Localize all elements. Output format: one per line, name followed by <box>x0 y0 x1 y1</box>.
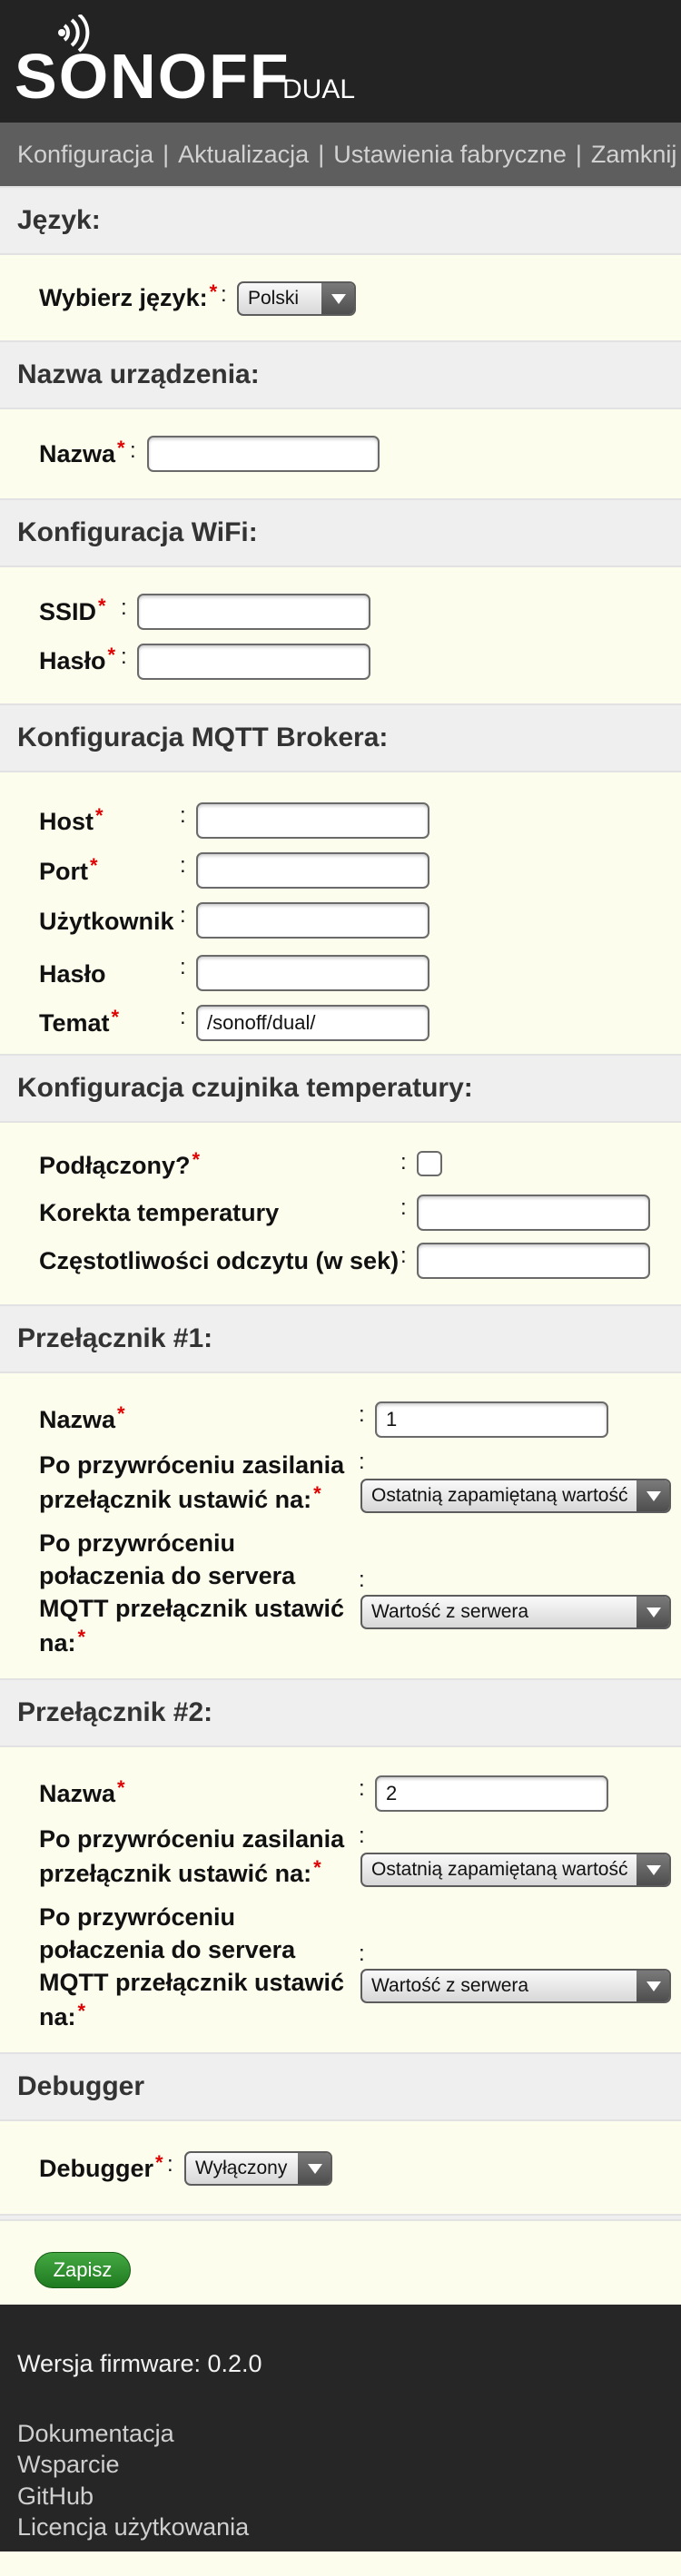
section-device: Nazwa* : <box>0 409 681 498</box>
mqtt-port-label: Port* <box>39 854 98 885</box>
ssid-input[interactable] <box>137 594 370 630</box>
section-title-temperature: Konfiguracja czujnika temperatury: <box>0 1054 681 1123</box>
section-title-switch1: Przełącznik #1: <box>0 1304 681 1373</box>
chevron-down-icon <box>321 283 354 314</box>
footer-link-github[interactable]: GitHub <box>17 2483 94 2510</box>
chevron-down-icon <box>637 1597 669 1627</box>
nav-konfiguracja[interactable]: Konfiguracja <box>17 140 154 168</box>
section-title-wifi: Konfiguracja WiFi: <box>0 498 681 567</box>
section-debugger: Debugger* : Wyłączony <box>0 2121 681 2214</box>
chevron-down-icon <box>637 1480 669 1511</box>
switch2-name-label: Nazwa* <box>39 1776 125 1807</box>
switch2-power-select[interactable]: Ostatnią zapamiętaną wartość <box>360 1853 671 1887</box>
mqtt-port-input[interactable] <box>196 852 429 889</box>
switch2-mqtt-label-1: Po przywróceniu <box>39 1903 236 1931</box>
chevron-down-icon <box>637 1854 669 1885</box>
nav-separator: | <box>318 140 325 168</box>
section-title-device: Nazwa urządzenia: <box>0 340 681 409</box>
header <box>0 0 681 123</box>
section-switch1: Nazwa* : 1 Po przywróceniu zasilania przełącznik ustawić na:* : Ostatnią zapamiętaną wartość Po przywróceniu połaczenia do servera MQTT przełącznik ustawić na:* : Wartość z serwera <box>0 1373 681 1678</box>
nav-ustawienia-fabryczne[interactable]: Ustawienia fabryczne <box>333 140 567 168</box>
firmware-version: Wersja firmware: 0.2.0 <box>17 2350 262 2377</box>
wifi-password-label: Hasło* <box>39 644 116 674</box>
switch1-mqtt-label-3: MQTT przełącznik ustawić <box>39 1595 345 1622</box>
mqtt-user-label: Użytkownik <box>39 908 174 935</box>
nav-separator: | <box>163 140 170 168</box>
section-title-debugger: Debugger <box>0 2052 681 2121</box>
switch1-mqtt-select[interactable]: Wartość z serwera <box>360 1595 671 1629</box>
switch1-power-label-1: Po przywróceniu zasilania <box>39 1451 345 1479</box>
nav-zamknij[interactable]: Zamknij <box>590 140 677 168</box>
debugger-label: Debugger* <box>39 2151 163 2182</box>
nav-aktualizacja[interactable]: Aktualizacja <box>178 140 310 168</box>
nav-separator: | <box>575 140 582 168</box>
top-nav <box>0 123 681 186</box>
svg-text:DUAL: DUAL <box>282 74 356 104</box>
switch1-power-label-2: przełącznik ustawić na:* <box>39 1482 321 1513</box>
switch2-mqtt-label-3: MQTT przełącznik ustawić <box>39 1969 345 1996</box>
sonoff-logo <box>15 15 360 105</box>
footer-link-license[interactable]: Licencja użytkowania <box>17 2513 250 2541</box>
save-button[interactable]: Zapisz <box>35 2252 131 2288</box>
required-marker: * <box>209 280 218 303</box>
ssid-label: SSID* <box>39 595 106 625</box>
mqtt-host-label: Host* <box>39 804 104 835</box>
switch2-power-label-2: przełącznik ustawić na:* <box>39 1856 321 1887</box>
read-interval-input[interactable] <box>417 1243 650 1279</box>
device-name-label: Nazwa* <box>39 437 125 467</box>
switch2-mqtt-label-4: na:* <box>39 2000 86 2030</box>
switch1-power-select[interactable]: Ostatnią zapamiętaną wartość <box>360 1479 671 1513</box>
read-interval-label: Częstotliwości odczytu (w sek) <box>39 1247 400 1274</box>
mqtt-user-input[interactable] <box>196 902 429 939</box>
mqtt-host-input[interactable] <box>196 802 429 839</box>
section-mqtt: Host* : Port* : Użytkownik : Hasło : Temat* : /sonoff/dual/ <box>0 772 681 1030</box>
switch1-mqtt-label-4: na:* <box>39 1626 86 1657</box>
section-title-language: Język: <box>0 186 681 255</box>
switch1-mqtt-label-1: Po przywróceniu <box>39 1529 236 1557</box>
switch2-name-input[interactable] <box>375 1775 608 1812</box>
wifi-password-input[interactable] <box>137 644 370 680</box>
language-select[interactable]: Polski <box>237 281 356 316</box>
temperature-correction-label: Korekta temperatury <box>39 1199 280 1226</box>
debugger-select[interactable]: Wyłączony <box>184 2151 332 2186</box>
device-name-input[interactable] <box>147 436 380 472</box>
divider <box>0 2214 681 2221</box>
section-title-mqtt: Konfiguracja MQTT Brokera: <box>0 703 681 772</box>
switch1-name-input[interactable] <box>375 1401 608 1438</box>
switch2-mqtt-label-2: połaczenia do servera <box>39 1936 296 1963</box>
temperature-correction-input[interactable] <box>417 1195 650 1231</box>
switch2-power-label-1: Po przywróceniu zasilania <box>39 1825 345 1853</box>
mqtt-topic-input[interactable] <box>196 1005 429 1041</box>
section-wifi: SSID* : Hasło* : <box>0 567 681 703</box>
mqtt-password-label: Hasło <box>39 960 106 988</box>
footer <box>0 2305 681 2551</box>
language-label: Wybierz język:* <box>39 280 218 311</box>
svg-text:SONOFF: SONOFF <box>15 41 291 105</box>
switch1-name-label: Nazwa* <box>39 1402 125 1433</box>
footer-link-documentation[interactable]: Dokumentacja <box>17 2420 174 2447</box>
switch2-mqtt-select[interactable]: Wartość z serwera <box>360 1969 671 2003</box>
section-language: Wybierz język:* : Polski <box>0 255 681 340</box>
footer-link-support[interactable]: Wsparcie <box>17 2451 120 2478</box>
sensor-connected-label: Podłączony?* <box>39 1148 201 1179</box>
save-area <box>0 2221 681 2305</box>
mqtt-topic-label: Temat* <box>39 1006 120 1037</box>
section-switch2: Nazwa* : 2 Po przywróceniu zasilania przełącznik ustawić na:* : Ostatnią zapamiętaną wartość Po przywróceniu połaczenia do servera MQTT przełącznik ustawić na:* : Wartość z serwera <box>0 1747 681 2052</box>
section-temperature: Podłączony?* : Korekta temperatury : Częstotliwości odczytu (w sek) : <box>0 1123 681 1304</box>
chevron-down-icon <box>637 1971 669 2001</box>
sensor-connected-checkbox[interactable] <box>417 1151 442 1176</box>
switch1-mqtt-label-2: połaczenia do servera <box>39 1562 296 1589</box>
mqtt-password-input[interactable] <box>196 955 429 991</box>
section-title-switch2: Przełącznik #2: <box>0 1678 681 1747</box>
chevron-down-icon <box>298 2153 331 2184</box>
